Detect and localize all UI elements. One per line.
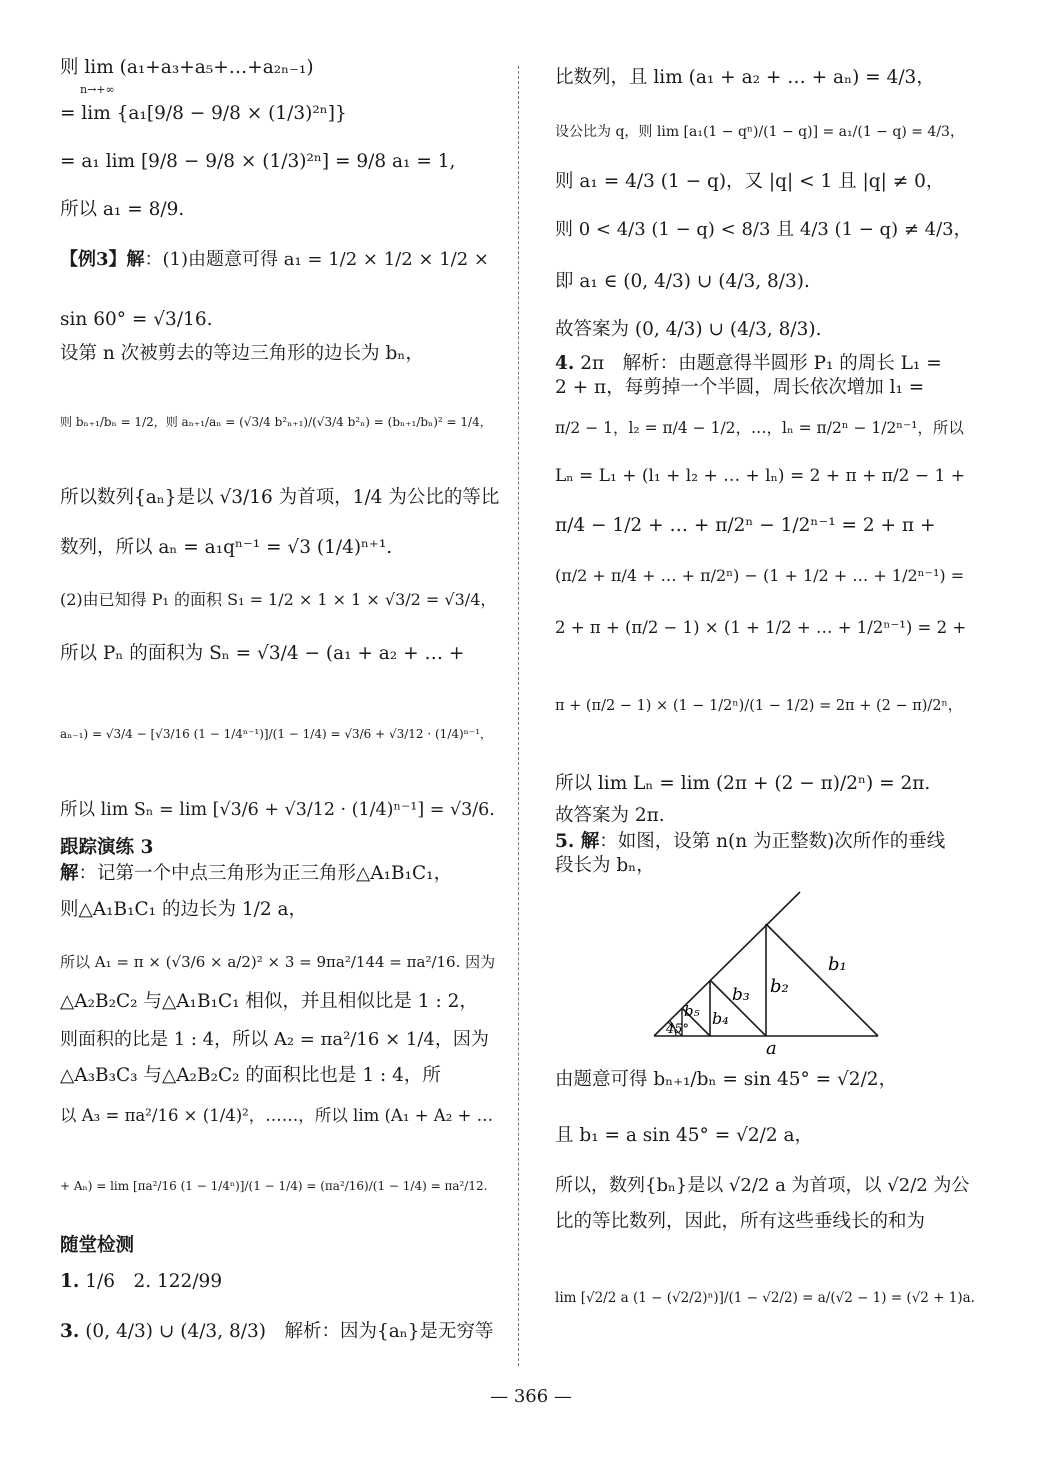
- left-line: (2)由已知得 P₁ 的面积 S₁ = 1/2 × 1 × 1 × √3/2 = √3/4，: [60, 590, 497, 609]
- left-line: sin 60° = √3/16.: [60, 309, 213, 330]
- right-line: π/4 − 1/2 + … + π/2ⁿ − 1/2ⁿ⁻¹ = 2 + π +: [555, 515, 936, 536]
- left-line: 所以 Pₙ 的面积为 Sₙ = √3/4 − (a₁ + a₂ + … +: [60, 643, 465, 664]
- label-angle: 45°: [666, 1022, 690, 1037]
- left-line: 3. (0, 4/3) ∪ (4/3, 8/3) 解析：因为{aₙ}是无穷等: [60, 1321, 494, 1342]
- right-line: Lₙ = L₁ + (l₁ + l₂ + … + lₙ) = 2 + π + π/2 − 1 +: [555, 466, 965, 486]
- right-line: 且 b₁ = a sin 45° = √2/2 a，: [555, 1125, 814, 1146]
- left-line: 所以数列{aₙ}是以 √3/16 为首项，1/4 为公比的等比: [60, 487, 500, 508]
- left-line: 所以 a₁ = 8/9.: [60, 199, 185, 220]
- left-line: △A₃B₃C₃ 与△A₂B₂C₂ 的面积比也是 1 : 4，所: [60, 1065, 441, 1086]
- right-line: π/2 − 1，l₂ = π/4 − 1/2，…，lₙ = π/2ⁿ − 1/2ⁿ⁻¹，所以: [555, 419, 964, 437]
- right-line: 比数列，且 lim (a₁ + a₂ + … + aₙ) = 4/3，: [555, 67, 935, 88]
- left-line: 1. 1/6 2. 122/99: [60, 1271, 223, 1292]
- left-line: 设第 n 次被剪去的等边三角形的边长为 bₙ，: [60, 343, 424, 364]
- left-line: = a₁ lim [9/8 − 9/8 × (1/3)²ⁿ] = 9/8 a₁ = 1,: [60, 151, 456, 172]
- right-line: π + (π/2 − 1) × (1 − 1/2ⁿ)/(1 − 1/2) = 2π + (2 − π)/2ⁿ，: [555, 698, 963, 714]
- right-line: (π/2 + π/4 + … + π/2ⁿ) − (1 + 1/2 + … + 1/2ⁿ⁻¹) =: [555, 566, 965, 585]
- label-b3: b₃: [732, 985, 750, 1005]
- right-line: 由题意可得 bₙ₊₁/bₙ = sin 45° = √2/2，: [555, 1069, 898, 1090]
- right-line: 所以 lim Lₙ = lim (2π + (2 − π)/2ⁿ) = 2π.: [555, 773, 931, 794]
- left-line: n→+∞: [80, 83, 115, 96]
- column-divider: [518, 66, 519, 1366]
- right-line: lim [√2/2 a (1 − (√2/2)ⁿ)]/(1 − √2/2) = a/(√2 − 1) = (√2 + 1)a.: [555, 1290, 975, 1306]
- right-line: 比的等比数列，因此，所有这些垂线长的和为: [555, 1211, 926, 1232]
- right-line: 故答案为 (0, 4/3) ∪ (4/3, 8/3).: [555, 319, 822, 340]
- left-line: 则△A₁B₁C₁ 的边长为 1/2 a，: [60, 899, 308, 920]
- label-b1: b₁: [828, 954, 847, 975]
- label-b2: b₂: [770, 976, 789, 997]
- right-line: 故答案为 2π.: [555, 805, 665, 826]
- left-line: 则 bₙ₊₁/bₙ = 1/2，则 aₙ₊₁/aₙ = (√3/4 b²ₙ₊₁)/(√3/4 b²ₙ) = (bₙ₊₁/bₙ)² = 1/4，: [60, 415, 492, 429]
- geometry-figure: [650, 888, 890, 1058]
- right-line: 所以，数列{bₙ}是以 √2/2 a 为首项，以 √2/2 为公: [555, 1175, 970, 1196]
- right-line: 设公比为 q，则 lim [a₁(1 − qⁿ)/(1 − q)] = a₁/(1 − q) = 4/3，: [555, 124, 964, 140]
- right-line: 则 0 < 4/3 (1 − q) < 8/3 且 4/3 (1 − q) ≠ 4/3，: [555, 219, 972, 240]
- left-line: 数列，所以 aₙ = a₁qⁿ⁻¹ = √3 (1/4)ⁿ⁺¹.: [60, 537, 393, 558]
- left-line: 解：记第一个中点三角形为正三角形△A₁B₁C₁，: [60, 863, 453, 884]
- left-line: 跟踪演练 3: [60, 837, 154, 858]
- label-b5: b₅: [684, 1002, 700, 1020]
- right-line: 段长为 bₙ，: [555, 855, 655, 876]
- right-line: 即 a₁ ∈ (0, 4/3) ∪ (4/3, 8/3).: [555, 271, 810, 292]
- label-b4: b₄: [712, 1009, 729, 1028]
- left-line: aₙ₋₁) = √3/4 − [√3/16 (1 − 1/4ⁿ⁻¹)]/(1 − 1/4) = √3/6 + √3/12 · (1/4)ⁿ⁻¹，: [60, 727, 493, 741]
- left-line: 【例3】解：(1)由题意可得 a₁ = 1/2 × 1/2 × 1/2 ×: [60, 249, 489, 270]
- label-a: a: [766, 1038, 777, 1058]
- right-line: 则 a₁ = 4/3 (1 − q)，又 |q| < 1 且 |q| ≠ 0，: [555, 171, 945, 192]
- left-line: 以 A₃ = πa²/16 × (1/4)²，……，所以 lim (A₁ + A₂ + …: [60, 1106, 494, 1125]
- right-line: 4. 2π 解析：由题意得半圆形 P₁ 的周长 L₁ =: [555, 353, 942, 374]
- page-number: — 366 —: [490, 1386, 572, 1407]
- left-line: 所以 lim Sₙ = lim [√3/6 + √3/12 · (1/4)ⁿ⁻¹] = √3/6.: [60, 800, 495, 820]
- left-line: △A₂B₂C₂ 与△A₁B₁C₁ 相似，并且相似比是 1 : 2，: [60, 991, 478, 1012]
- left-line: 随堂检测: [60, 1235, 135, 1256]
- left-line: 则面积的比是 1 : 4，所以 A₂ = πa²/16 × 1/4，因为: [60, 1029, 489, 1050]
- left-line: 则 lim (a₁+a₃+a₅+…+a₂ₙ₋₁): [60, 57, 314, 78]
- left-line: = lim {a₁[9/8 − 9/8 × (1/3)²ⁿ]}: [60, 103, 347, 124]
- right-line: 2 + π，每剪掉一个半圆，周长依次增加 l₁ =: [555, 377, 925, 398]
- left-line: 所以 A₁ = π × (√3/6 × a/2)² × 3 = 9πa²/144 = πa²/16. 因为: [60, 953, 496, 971]
- right-line: 2 + π + (π/2 − 1) × (1 + 1/2 + … + 1/2ⁿ⁻¹) = 2 +: [555, 618, 967, 637]
- right-line: 5. 解：如图，设第 n(n 为正整数)次所作的垂线: [555, 831, 946, 852]
- left-line: + Aₙ) = lim [πa²/16 (1 − 1/4ⁿ)]/(1 − 1/4) = (πa²/16)/(1 − 1/4) = πa²/12.: [60, 1179, 488, 1193]
